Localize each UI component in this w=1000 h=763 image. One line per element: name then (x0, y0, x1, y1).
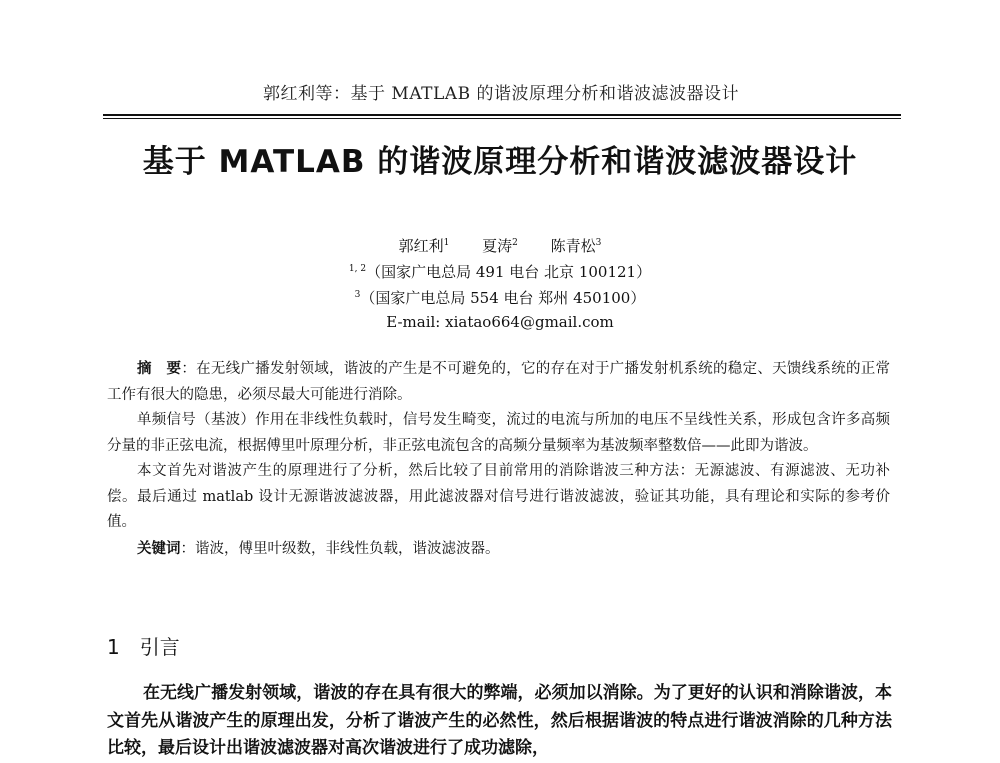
abstract-paragraph: 摘 要：在无线广播发射领域，谐波的产生是不可避免的，它的存在对于广播发射机系统的稳定、天馈线系统的正常工作有很大的隐患，必须尽最大可能进行消除。 (107, 360, 890, 403)
running-head: 郭红利等：基于 MATLAB 的谐波原理分析和谐波滤波器设计 (263, 84, 739, 104)
section-body (107, 680, 892, 763)
keywords-label: 关键词 (137, 539, 181, 557)
header-rule-thick (103, 114, 901, 116)
author-list (100, 233, 900, 256)
author: 郭红利$^1$ (398, 237, 450, 255)
abstract-paragraph: 本文首先对谐波产生的原理进行了分析，然后比较了目前常用的消除谐波三种方法：无源滤波、有源滤波、无功补偿。最后通过 matlab 设计无源谐波滤波器，用此滤波器对信号进行谐波滤波，验证其功能，具有理论和实际的参考价值。 (107, 463, 890, 530)
author: 夏涛$^2$ (482, 237, 518, 255)
abstract (107, 356, 890, 562)
paper-title: 基于 MATLAB 的谐波原理分析和谐波滤波器设计 (142, 144, 858, 180)
author: 陈青松$^3$ (550, 237, 602, 255)
body-paragraph: 在无线广播发射领域，谐波的存在具有很大的弊端，必须加以消除。为了更好的认识和消除谐波，本文首先从谐波产生的原理出发，分析了谐波产生的必然性，然后根据谐波的特点进行谐波消除的几种方法比较，最后设计出谐波滤波器对高次谐波进行了成功滤除， (107, 683, 892, 758)
author-email: E-mail: xiatao664@gmail.com (386, 313, 614, 331)
section-heading: 1 引言 (107, 635, 180, 659)
affiliation: $^3$（国家广电总局 554 电台 郑州 450100） (354, 289, 646, 307)
abstract-label: 摘 要 (137, 360, 182, 377)
affiliation: $^{1, 2}$（国家广电总局 491 电台 北京 100121） (348, 263, 652, 281)
keywords: 关键词：谐波，傅里叶级数，非线性负载，谐波滤波器。 (137, 539, 500, 557)
header-rule-thin (103, 118, 901, 119)
abstract-paragraph: 单频信号（基波）作用在非线性负载时，信号发生畸变，流过的电流与所加的电压不呈线性关系，形成包含许多高频分量的非正弦电流，根据傅里叶原理分析，非正弦电流包含的高频分量频率为基波频率整数倍——此即为谐波。 (107, 412, 890, 454)
